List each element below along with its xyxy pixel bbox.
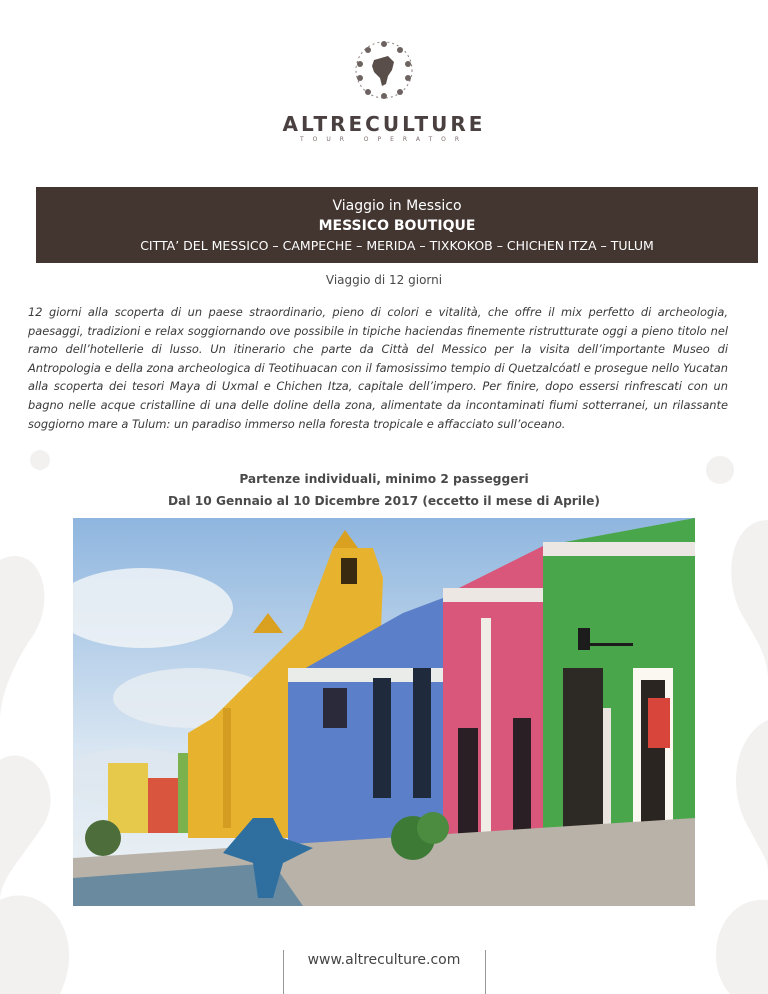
- banner-line-1: Viaggio in Messico: [332, 198, 462, 214]
- intro-paragraph: 12 giorni alla scoperta di un paese straordinario, pieno di colori e vitalità, che offre il mix perfetto di archeologia, paesaggi, tradizioni e relax soggiornando ove possibile in tipiche haciendas finemente ristrutturate oggi a pieno titolo nel ramo dell’hotellerie di lusso. Un itinerario che parte da Città del Messico per la visita dell’importante Museo di Antropologia e della zona archeologica di Teotihuacan con il famosissimo tempio di Quetzalcóatl e prosegue nello Yucatan alla scoperta dei tesori Maya di Uxmal e Chichen Itza, capitale dell’impero. Per finire, dopo essersi rinfrescati con un bagno nelle acque cristalline di una delle doline della zona, alimentate da incontaminati fiumi sotterranei, un rilassante soggiorno mare a Tulum: un paradiso immerso nella foresta tropicale e affacciato sull’oceano.: [28, 305, 728, 431]
- title-banner: [36, 187, 758, 263]
- departure-info: Partenze individuali, minimo 2 passeggeri: [239, 472, 529, 486]
- website-link[interactable]: www.altreculture.com: [307, 952, 461, 968]
- trip-duration: Viaggio di 12 giorni: [325, 273, 443, 287]
- brand-subtitle: TOUR OPERATOR: [299, 136, 469, 143]
- logo: [0, 38, 768, 102]
- banner-itinerary: CITTA’ DEL MESSICO – CAMPECHE – MERIDA – TIXKOKOB – CHICHEN ITZA – TULUM: [140, 238, 654, 253]
- departure-dates: Dal 10 Gennaio al 10 Dicembre 2017 (eccetto il mese di Aprile): [168, 494, 600, 508]
- street-photo: [73, 518, 695, 906]
- africa-globe-icon: [352, 38, 416, 102]
- banner-title: MESSICO BOUTIQUE: [318, 218, 476, 234]
- brand-name: ALTRECULTURE: [282, 112, 486, 136]
